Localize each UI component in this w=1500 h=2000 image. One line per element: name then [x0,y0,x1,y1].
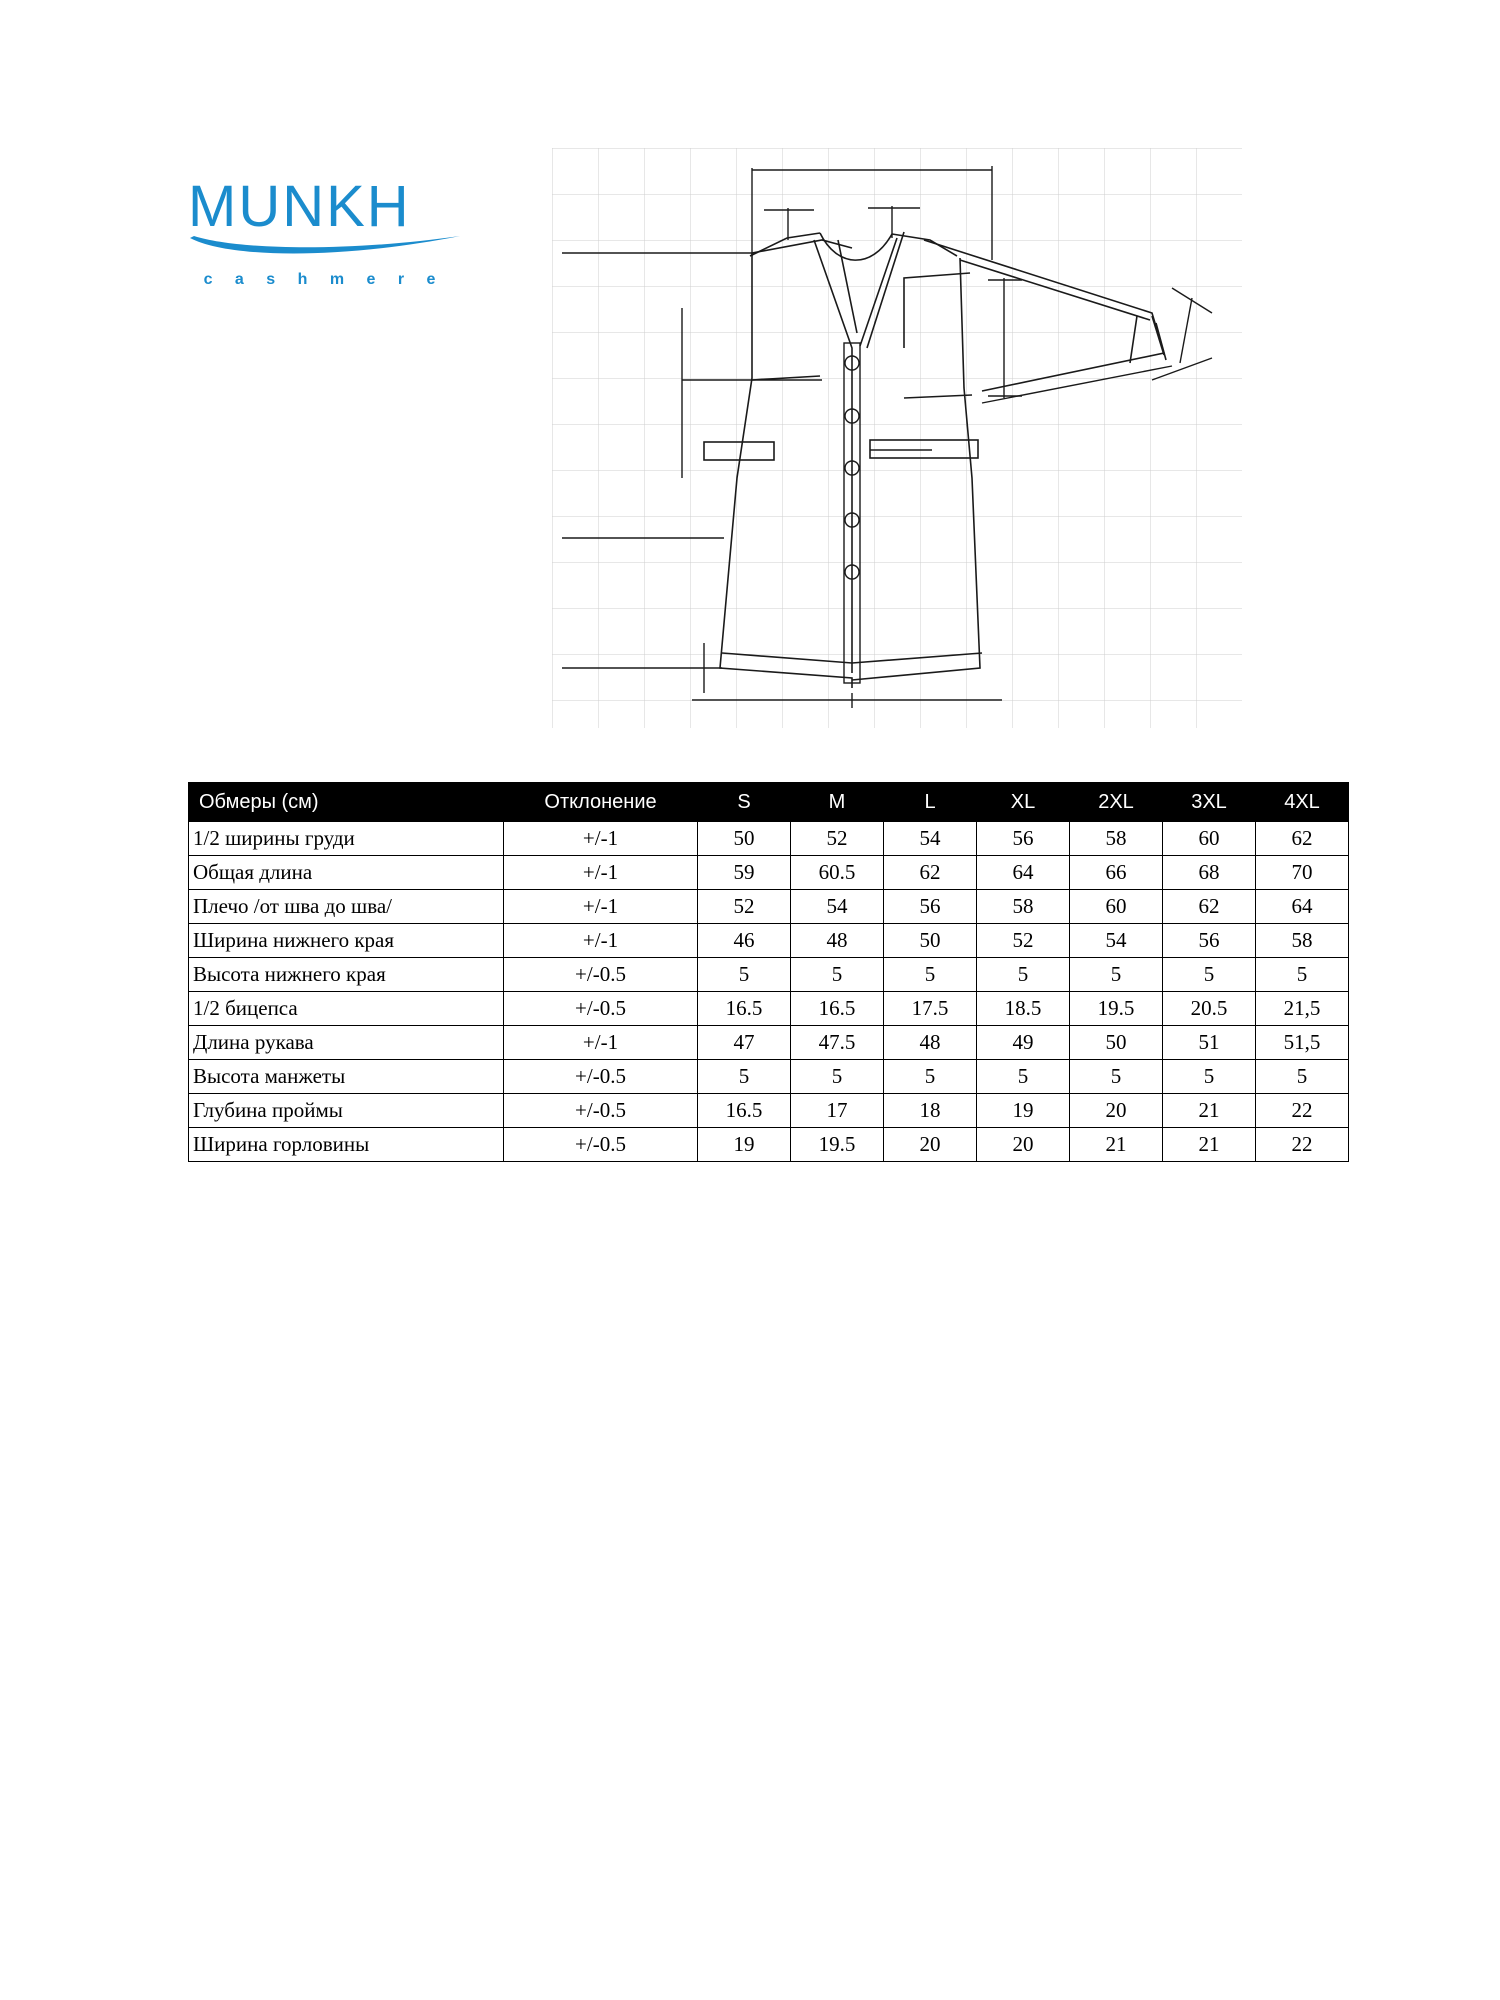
header-size-xl: XL [977,783,1070,822]
table-head [189,783,1349,822]
cell-xl: 49 [977,1026,1070,1060]
cell-l: 56 [884,890,977,924]
cell-3xl: 5 [1163,958,1256,992]
cell-m: 54 [791,890,884,924]
table-row [189,856,1349,890]
cell-s: 5 [698,958,791,992]
cell-xl: 58 [977,890,1070,924]
table-header-row [189,783,1349,822]
size-table [188,782,1349,1162]
table-row [189,992,1349,1026]
row-deviation: +/-1 [504,1026,698,1060]
table-row [189,1094,1349,1128]
cell-3xl: 51 [1163,1026,1256,1060]
cell-s: 52 [698,890,791,924]
cell-l: 20 [884,1128,977,1162]
header-size-m: M [791,783,884,822]
table-row [189,958,1349,992]
header-measurement: Обмеры (см) [189,783,504,822]
cell-4xl: 62 [1256,822,1349,856]
table-row [189,924,1349,958]
cell-xl: 64 [977,856,1070,890]
cell-s: 16.5 [698,1094,791,1128]
cell-m: 19.5 [791,1128,884,1162]
table-row [189,1128,1349,1162]
cell-2xl: 58 [1070,822,1163,856]
cell-2xl: 54 [1070,924,1163,958]
row-label: Плечо /от шва до шва/ [189,890,504,924]
row-deviation: +/-1 [504,822,698,856]
cell-4xl: 22 [1256,1094,1349,1128]
header-deviation: Отклонение [504,783,698,822]
row-label: Ширина нижнего края [189,924,504,958]
cell-3xl: 56 [1163,924,1256,958]
row-label: Глубина проймы [189,1094,504,1128]
cell-m: 47.5 [791,1026,884,1060]
logo-swash-icon [188,234,463,260]
cell-l: 17.5 [884,992,977,1026]
cell-3xl: 62 [1163,890,1256,924]
row-label: Длина рукава [189,1026,504,1060]
cell-l: 62 [884,856,977,890]
cell-3xl: 20.5 [1163,992,1256,1026]
logo-wordmark: MUNKH [188,174,411,239]
cell-l: 5 [884,958,977,992]
cell-3xl: 68 [1163,856,1256,890]
cell-l: 54 [884,822,977,856]
row-label: Высота нижнего края [189,958,504,992]
cell-4xl: 5 [1256,958,1349,992]
cell-s: 46 [698,924,791,958]
row-deviation: +/-0.5 [504,1094,698,1128]
cell-3xl: 21 [1163,1094,1256,1128]
cell-3xl: 60 [1163,822,1256,856]
cell-2xl: 19.5 [1070,992,1163,1026]
cardigan-technical-drawing [552,148,1242,748]
cell-s: 47 [698,1026,791,1060]
drawing-svg [552,148,1242,748]
cell-l: 48 [884,1026,977,1060]
row-deviation: +/-0.5 [504,992,698,1026]
brand-logo [188,174,478,289]
cell-m: 60.5 [791,856,884,890]
cell-3xl: 5 [1163,1060,1256,1094]
cell-s: 5 [698,1060,791,1094]
cell-m: 5 [791,1060,884,1094]
cell-4xl: 64 [1256,890,1349,924]
cell-2xl: 66 [1070,856,1163,890]
size-chart [188,782,1321,1162]
cell-4xl: 70 [1256,856,1349,890]
cell-m: 5 [791,958,884,992]
cell-s: 59 [698,856,791,890]
cell-s: 19 [698,1128,791,1162]
logo-subtitle: c a s h m e r e [203,271,445,288]
cell-2xl: 20 [1070,1094,1163,1128]
table-row [189,1060,1349,1094]
cell-4xl: 5 [1256,1060,1349,1094]
cell-4xl: 21,5 [1256,992,1349,1026]
cell-l: 18 [884,1094,977,1128]
table-body [189,822,1349,1162]
cell-s: 50 [698,822,791,856]
row-label: Общая длина [189,856,504,890]
row-deviation: +/-1 [504,856,698,890]
header-size-l: L [884,783,977,822]
header-size-2xl: 2XL [1070,783,1163,822]
cell-2xl: 5 [1070,1060,1163,1094]
cell-4xl: 58 [1256,924,1349,958]
cell-2xl: 60 [1070,890,1163,924]
header-size-4xl: 4XL [1256,783,1349,822]
cell-xl: 18.5 [977,992,1070,1026]
cell-2xl: 50 [1070,1026,1163,1060]
cell-m: 52 [791,822,884,856]
header-size-3xl: 3XL [1163,783,1256,822]
table-row [189,822,1349,856]
cell-2xl: 5 [1070,958,1163,992]
row-deviation: +/-0.5 [504,1060,698,1094]
row-deviation: +/-0.5 [504,958,698,992]
cell-xl: 5 [977,1060,1070,1094]
cell-xl: 5 [977,958,1070,992]
row-label: 1/2 бицепса [189,992,504,1026]
cell-l: 5 [884,1060,977,1094]
cell-m: 17 [791,1094,884,1128]
cell-4xl: 22 [1256,1128,1349,1162]
row-deviation: +/-0.5 [504,1128,698,1162]
cell-3xl: 21 [1163,1128,1256,1162]
cell-s: 16.5 [698,992,791,1026]
cell-m: 16.5 [791,992,884,1026]
table-row [189,890,1349,924]
row-deviation: +/-1 [504,924,698,958]
cell-m: 48 [791,924,884,958]
row-label: Высота манжеты [189,1060,504,1094]
header-size-s: S [698,783,791,822]
cell-2xl: 21 [1070,1128,1163,1162]
cell-xl: 19 [977,1094,1070,1128]
row-label: Ширина горловины [189,1128,504,1162]
cell-4xl: 51,5 [1256,1026,1349,1060]
row-deviation: +/-1 [504,890,698,924]
row-label: 1/2 ширины груди [189,822,504,856]
cell-xl: 56 [977,822,1070,856]
cell-l: 50 [884,924,977,958]
table-row [189,1026,1349,1060]
cell-xl: 52 [977,924,1070,958]
cell-xl: 20 [977,1128,1070,1162]
